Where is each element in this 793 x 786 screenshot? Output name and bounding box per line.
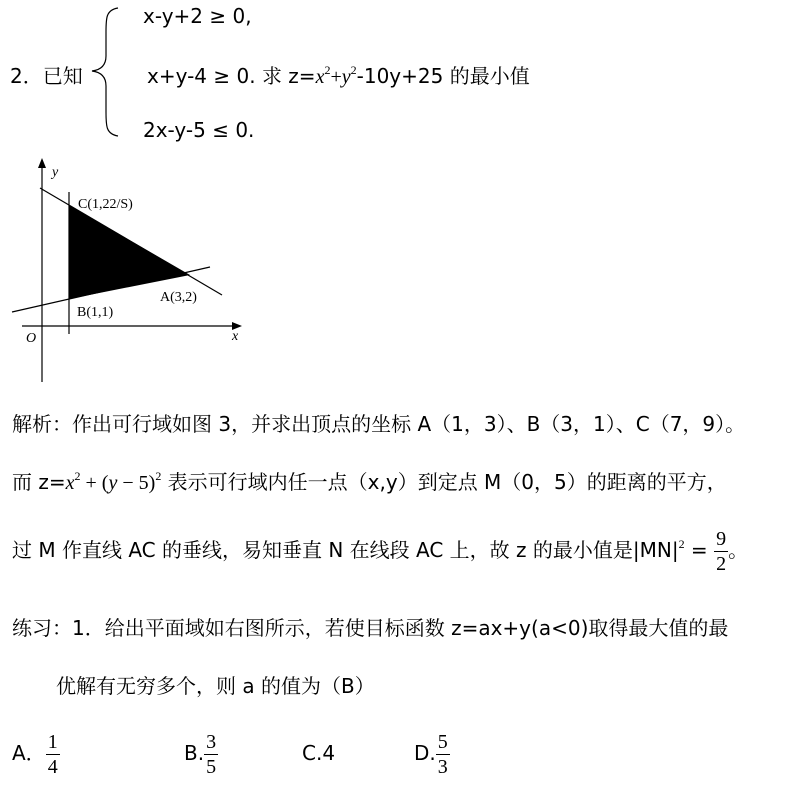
option-b-label: B. [184,741,205,765]
option-d [414,728,450,779]
ask-prefix: 求 z= [261,64,316,88]
option-d-denominator: 3 [437,756,448,778]
y-axis-label: y [52,165,59,180]
equals-sign: = [684,538,715,562]
mn-exp: 2 [678,537,685,551]
analysis-end: 。 [728,538,749,562]
option-b [184,728,218,779]
analysis-line-3 [12,525,748,578]
analysis-tail: − 5) [117,472,156,494]
analysis-line-2 [12,466,727,495]
analysis-line-2-suffix: 表示可行域内任一点（x,y）到定点 M（0，5）的距离的平方， [161,470,727,494]
condition-3: 2x-y-5 ≤ 0. [143,118,255,142]
condition-2-line [147,60,530,89]
x-axis-label: x [232,329,239,344]
option-c: C.4 [302,741,336,765]
y-axis-arrow [38,158,46,168]
analysis-x: x [65,472,75,494]
option-a [12,728,60,779]
plus-sign: + [330,66,342,88]
origin-label: O [26,331,37,346]
ask-suffix: -10y+25 的最小值 [356,64,530,88]
option-b-denominator: 5 [206,756,217,778]
feasible-region-figure [0,150,260,390]
option-a-denominator: 4 [47,756,58,778]
vertex-b-label: B(1,1) [77,305,114,320]
analysis-line-3-text: 过 M 作直线 AC 的垂线，易知垂直 N 在线段 AC 上，故 z 的最小值是|MN| [12,538,679,562]
analysis-x-exp: 2 [74,469,81,483]
vertex-c-label: C(1,22/S) [78,197,133,212]
option-a-fraction [46,730,60,779]
fraction-numerator: 9 [716,528,727,550]
analysis-z-prefix: 而 z= [12,470,66,494]
practice-line-2: 优解有无穷多个，则 a 的值为（B） [56,674,375,698]
analysis-y: y [108,472,118,494]
condition-2: x+y-4 ≥ 0. [147,64,256,88]
option-d-numerator: 5 [437,731,448,753]
shaded-region [69,205,190,299]
option-b-fraction [204,730,218,779]
option-a-label: A． [12,741,46,765]
exp-y: 2 [350,63,357,77]
option-d-label: D. [414,741,436,765]
option-a-numerator: 1 [47,731,58,753]
fraction-denominator: 2 [716,553,727,575]
analysis-paren-exp: 2 [155,469,162,483]
condition-1: x-y+2 ≥ 0, [143,4,252,28]
system-brace [86,4,126,139]
vertex-a-label: A(3,2) [160,290,197,305]
min-value-fraction [714,527,728,576]
option-d-fraction [436,730,450,779]
option-b-numerator: 3 [206,731,217,753]
analysis-line-1: 解析：作出可行域如图 3，并求出顶点的坐标 A（1，3）、B（3，1）、C（7，9）。 [12,412,746,436]
exp-x: 2 [324,63,331,77]
analysis-mid: + ( [80,472,109,494]
practice-line-1: 练习：1．给出平面域如右图所示，若使目标函数 z=ax+y(a<0)取得最大值的最 [12,616,729,640]
term-y: y [341,66,351,88]
problem-number: 2．已知 [10,64,83,88]
term-x: x [315,66,325,88]
